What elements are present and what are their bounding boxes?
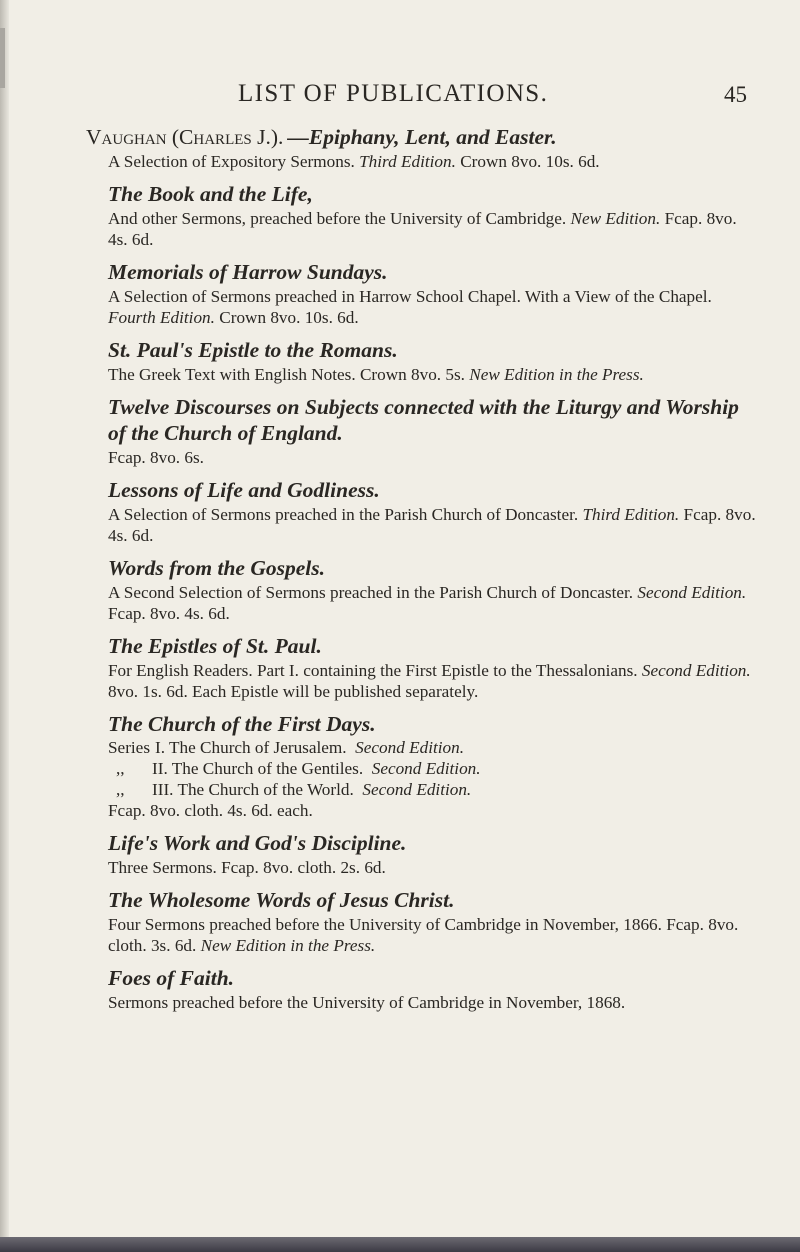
entry-description: A Second Selection of Sermons preached in the Parish Church of Doncaster. Second Edition. Fcap. 8vo. 4s. 6d. [108, 583, 747, 623]
publication-entry [108, 259, 758, 328]
series-row: Series I. The Church of Jerusalem. Second Edition. [108, 738, 465, 757]
entry-title: Twelve Discourses on Subjects connected with the Liturgy and Worship of the Church of England. [108, 395, 739, 445]
publication-entry [108, 555, 758, 624]
publication-entry [108, 633, 758, 702]
entry-title: Words from the Gospels. [108, 556, 326, 580]
binding-mark [0, 28, 5, 88]
page-number: 45 [724, 82, 747, 107]
running-title: LIST OF PUBLICATIONS. [238, 80, 549, 107]
entry-title: Memorials of Harrow Sundays. [108, 260, 388, 284]
entry-heading [86, 124, 758, 150]
entry-title: The Church of the First Days. [108, 712, 376, 736]
publication-entry [108, 965, 758, 1013]
entry-title: The Epistles of St. Paul. [108, 634, 322, 658]
series-row: ,, II. The Church of the Gentiles. Second Edition. [116, 759, 481, 778]
publication-list [86, 124, 758, 1022]
entry-title: Foes of Faith. [108, 966, 235, 990]
entry-title: —Epiphany, Lent, and Easter. [287, 125, 557, 149]
entry-description: A Selection of Sermons preached in Harrow School Chapel. With a View of the Chapel. Fourth Edition. Crown 8vo. 10s. 6d. [108, 287, 712, 327]
publication-entry [108, 887, 758, 956]
entry-title: The Wholesome Words of Jesus Christ. [108, 888, 455, 912]
entry-description: Sermons preached before the University of Cambridge in November, 1868. [108, 993, 626, 1012]
publication-entry [108, 477, 758, 546]
entry-title: The Book and the Life, [108, 182, 313, 206]
page-header [0, 80, 800, 116]
entry-description: Fcap. 8vo. 6s. [108, 448, 204, 467]
page-bottom-edge [0, 1237, 800, 1252]
publication-entry [108, 394, 758, 468]
entry-title: St. Paul's Epistle to the Romans. [108, 338, 398, 362]
entry-description: Four Sermons preached before the University of Cambridge in November, 1866. Fcap. 8vo. cloth. 3s. 6d. New Edition in the Press. [108, 915, 739, 955]
series-footer: Fcap. 8vo. cloth. 4s. 6d. each. [108, 801, 313, 820]
publication-entry-series [108, 711, 758, 821]
publication-entry [86, 124, 758, 172]
binding-edge [0, 0, 9, 1252]
series-row: ,, III. The Church of the World. Second Edition. [116, 780, 472, 799]
entry-title: Life's Work and God's Discipline. [108, 831, 407, 855]
publication-entry [108, 830, 758, 878]
entry-description: The Greek Text with English Notes. Crown 8vo. 5s. New Edition in the Press. [108, 365, 644, 384]
entry-description: And other Sermons, preached before the University of Cambridge. New Edition. Fcap. 8vo. 4s. 6d. [108, 209, 737, 249]
author-name: Vaughan (Charles J.). [86, 125, 284, 149]
publication-entry [108, 181, 758, 250]
series-list [108, 737, 758, 821]
publication-entry [108, 337, 758, 385]
entry-description: Three Sermons. Fcap. 8vo. cloth. 2s. 6d. [108, 858, 386, 877]
entry-description: A Selection of Sermons preached in the Parish Church of Doncaster. Third Edition. Fcap. 8vo. 4s. 6d. [108, 505, 756, 545]
entry-description: For English Readers. Part I. containing the First Epistle to the Thessalonians. Second Edition. 8vo. 1s. 6d. Each Epistle will be published separately. [108, 661, 751, 701]
entry-description: A Selection of Expository Sermons. Third Edition. Crown 8vo. 10s. 6d. [108, 152, 600, 171]
entry-title: Lessons of Life and Godliness. [108, 478, 380, 502]
